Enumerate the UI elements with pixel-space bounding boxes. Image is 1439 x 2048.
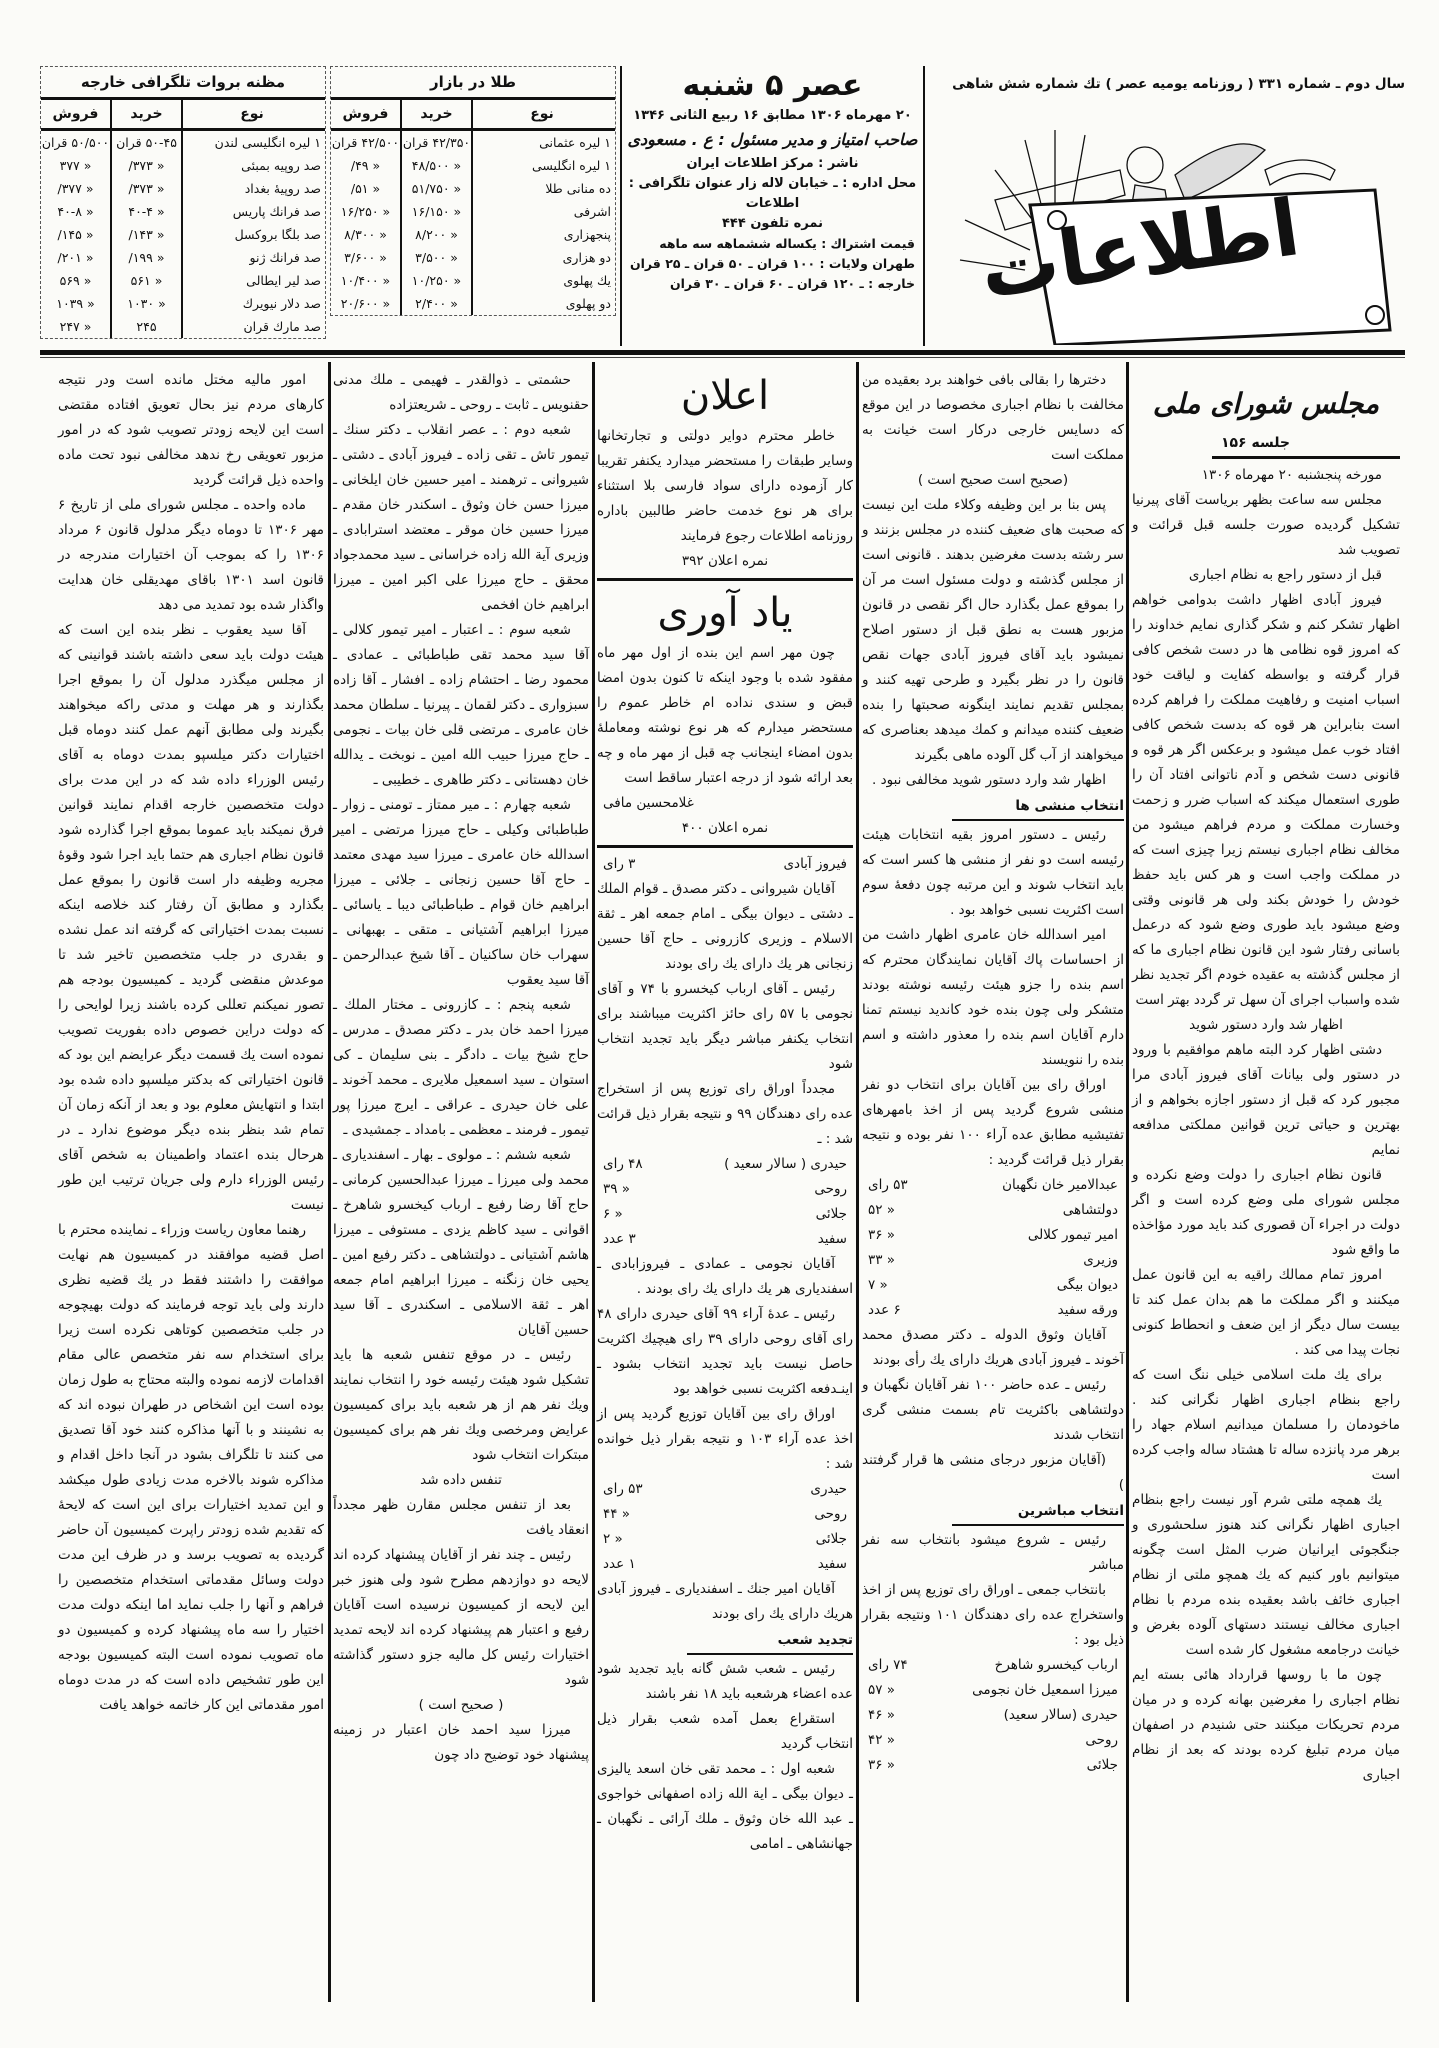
vote-count: « ۷ — [868, 1277, 888, 1293]
vote-row — [862, 1678, 1124, 1703]
price-cell: « ۵۶۱ — [112, 269, 183, 292]
paragraph: قبل از دستور راجع به نظام اجباری — [1188, 567, 1382, 583]
table-row — [41, 131, 325, 154]
price-cell: ۴۲/۵۰۰ قران — [331, 131, 402, 154]
vote-count: « ۳۹ — [603, 1181, 631, 1197]
vote-name: میرزا اسمعیل خان نجومی — [972, 1682, 1118, 1698]
vote-row — [597, 1527, 853, 1552]
paragraph: امروز تمام ممالك راقیه به این قانون عمل میکنند و اگر مملکت ما هم بدان عمل کند تا بیست سال دیگر از این ضعف و انحطاط کنونی نجات پیدا می کند . — [1132, 1267, 1400, 1358]
currency-cell: دو هزاری — [562, 250, 611, 265]
paragraph: بعد از تنفس مجلس مقارن ظهر مجدداً انعقاد یافت — [333, 1497, 589, 1538]
column-header: نوع — [240, 106, 264, 122]
vote-name: روحی — [814, 1506, 847, 1522]
vote-count: ۴۸ رای — [603, 1156, 643, 1172]
table-row — [41, 246, 325, 269]
paragraph: حشمتی ـ ذوالقدر ـ فهیمی ـ ملك مدنی حقنویس ـ ثابت ـ روحی ـ شریعتزاده — [333, 372, 589, 413]
price-cell: « ۴۹/ — [331, 154, 402, 177]
vote-name: جلائی — [815, 1206, 847, 1222]
price-cell: « ۸/۲۰۰ — [402, 223, 473, 246]
paragraph: اوراق رای بین آقایان توزیع گردید پس از اخذ عده آراء ۱۰۳ و نتیجه بقرار ذیل خوانده شد : — [597, 1406, 854, 1472]
vote-row — [862, 1173, 1124, 1198]
paragraph: شعبه دوم : ـ عصر انقلاب ـ دکتر سنك ـ تیمور تاش ـ تقی زاده ـ فیروز آبادی ـ دشتی ـ شیروانی ـ ترهمند ـ امیر حسین خان ایلخانی ـ میرزا حسن خان وثوق ـ اسکندر خان مقدم ـ میرزا حسین خان موقر ـ معتضد استرابادی ـ وزیری آیة الله زاده خراسانی ـ سید محمدجواد محقق ـ حاج میرزا علی اکبر امین ـ میرزا ابراهیم خان افخمی — [333, 422, 589, 613]
paragraph: آقایان امیر جنك ـ اسفندیاری ـ فیروز آبادی هریك دارای یك رای بودند — [597, 1581, 853, 1622]
vote-name: وزیری — [1083, 1252, 1118, 1268]
paragraph: (آقایان مزبور درجای منشی ها قرار گرفتند ) — [862, 1452, 1124, 1493]
table-row — [331, 246, 615, 269]
price-cell: « ۱۰۳۰ — [112, 292, 183, 315]
header-rule — [40, 350, 1405, 355]
price-cell: « ۵۱/۷۵۰ — [402, 177, 473, 200]
table-row — [41, 292, 325, 315]
paragraph: ماده واحده ـ مجلس شورای ملی از تاریخ ۶ مهر ۱۳۰۶ تا دوماه دیگر مدلول قانون ۶ مرداد ۱۳۰۶ را که بموجب آن اختیارات مندرجه در قانون اسد ۱۳۰۱ باقای مهدیقلی خان هدایت واگذار شده بود تمدید می دهد — [58, 497, 325, 613]
vote-name: فیروز آبادی — [783, 856, 847, 872]
vote-count: « ۵۷ — [868, 1682, 896, 1698]
column-divider — [328, 362, 331, 2002]
phone-line: نمره تلفون ۴۴۴ — [721, 216, 823, 231]
price-cell: ۵۰-۴۵ قران — [112, 131, 183, 154]
vote-name: روحی — [814, 1181, 847, 1197]
vote-row — [597, 1552, 853, 1577]
publisher-line: ناشر : مرکز اطلاعات ایران — [686, 156, 859, 171]
price-cell: « ۲۰۱/ — [41, 246, 112, 269]
vote-count: « ۳۳ — [868, 1252, 896, 1268]
paragraph: قانون نظام اجباری را دولت وضع نکرده و مجلس شورای ملی وضع کرده است و اگر دولت در اجراء آن قصوری کند باید مورد مؤاخذه ما واقع شود — [1132, 1167, 1400, 1258]
table-row — [331, 154, 615, 177]
paragraph: خاطر محترم دوایر دولتی و تجارتخانها وسایر طبقات را مستحضر میدارد یکنفر تقریبا کار آزموده دارای سواد فارسی بلا استثناء برای هر نوع خدمت حاضر طالبین باداره روزنامه اطلاعات رجوع فرمایند — [597, 428, 853, 544]
table-row — [41, 223, 325, 246]
vote-name: حیدری (سالار سعید) — [1003, 1707, 1118, 1723]
price-cell: « ۲/۴۰۰ — [402, 292, 473, 315]
paragraph: دخترها را بقالی بافی خواهند برد بعقیده من مخالفت با نظام اجباری مخصوصا در این موقع که دسایس خارجی درکار است خیانت به مملکت است — [862, 372, 1124, 463]
paragraph: نمره اعلان ۳۹۲ — [681, 553, 769, 569]
paragraph: آقایان نجومی ـ عمادی ـ فیروزابادی ـ اسفندیاری هر یك دارای یك رای بودند . — [597, 1256, 853, 1297]
currency-cell: صد دلار نیویرك — [242, 296, 321, 311]
paragraph: شعبه پنجم : ـ کازرونی ـ مختار الملك ـ میرزا احمد خان بدر ـ دکتر مصدق ـ مدرس ـ حاج شیخ بیات ـ دادگر ـ بنی سلیمان ـ کی استوان ـ سید اسمعیل ملایری ـ محمد آخوند ـ علی خان حیدری ـ عراقی ـ ایرج میرزا پور تیمور ـ فرمند ـ معظمی ـ بامداد ـ جمشیدی ـ — [333, 997, 589, 1138]
paragraph: مجلس سه ساعت بظهر بریاست آقای پیرنیا تشکیل گردیده صورت جلسه قبل قرائت و تصویب شد — [1132, 492, 1400, 558]
vote-row — [862, 1728, 1124, 1753]
table-row — [41, 269, 325, 292]
vote-count: « ۲ — [603, 1531, 623, 1547]
price-cell: « ۳۷۳/ — [112, 177, 183, 200]
paragraph: اظهار شد وارد دستور شوید مخالفی نبود . — [872, 772, 1106, 788]
section-title: اعلان — [680, 373, 770, 419]
column-divider — [856, 362, 859, 2002]
currency-cell: ده منانی طلا — [545, 181, 611, 196]
table-title: طلا در بازار — [331, 67, 615, 100]
paragraph: رئیس ـ عدهٔ آراء ۹۹ آقای حیدری دارای ۴۸ رای آقای روحی دارای ۳۹ رای هیچیك اکثریت حاصل نیست باید تجدید انتخاب بشود ـ اینـدفعه اکثریت نسبی خواهد بود — [597, 1306, 853, 1397]
paragraph: امور مالیه مختل مانده است ودر نتیجه کارهای مردم نیز بحال تعویق افتاده مقتضی است این لایحه زودتر تصویب شود که در امور مزبور تعویقی رخ ندهد مخالفی نبود تحت ماده واحده ذیل قرائت گردید — [58, 372, 324, 488]
vote-name: امیر تیمور کلالی — [1027, 1227, 1118, 1243]
column-3-ads — [597, 368, 853, 1857]
table-row — [41, 315, 325, 338]
paragraph: بانتخاب جمعی ـ اوراق رای توزیع پس از اخذ واستخراج عده رای دهندگان ۱۰۱ ونتیجه بقرار ذیل بود : — [862, 1582, 1125, 1648]
vote-count: « ۴۴ — [603, 1506, 631, 1522]
vote-row — [862, 1248, 1124, 1273]
table-row — [41, 200, 325, 223]
vote-count: « ۴۶ — [868, 1707, 896, 1723]
column-divider — [592, 362, 595, 2002]
table-row — [331, 177, 615, 200]
vote-name: حیدری ( سالار سعید ) — [724, 1156, 847, 1172]
currency-cell: دو پهلوی — [565, 296, 611, 311]
masthead-logo — [935, 110, 1405, 345]
currency-cell: صد بلگا بروکسل — [234, 227, 321, 242]
issue-info — [620, 66, 925, 346]
table-title: مظنه بروات تلگرافی خارجه — [41, 67, 325, 100]
paragraph: شعبه ششم : ـ مولوی ـ بهار ـ اسفندیاری ـ محمد ولی میرزا ـ میرزا عبدالحسین کرمانی ـ حاج آقا رضا رفیع ـ ارباب کیخسرو شاهرخ ـ اقوانی ـ سید کاظم یزدی ـ مستوفی ـ میرزا هاشم آشتیانی ـ دولتشاهی ـ دکتر رفیع امین ـ یحیی خان زنگنه ـ میرزا ابراهیم امام جمعه اهر ـ ثقة الاسلامی ـ اسکندری ـ آقا سید حسین آقایان — [333, 1147, 589, 1338]
price-cell: « ۴۰-۸ — [41, 200, 112, 223]
price-cell: « ۵۶۹ — [41, 269, 112, 292]
price-cell: ۵۰/۵۰۰ قران — [41, 131, 112, 154]
vote-row — [597, 1502, 853, 1527]
paragraph: رئیس ـ شعب شش گانه باید تجدید شود عده اعضاء هرشعبه باید ۱۸ نفر باشند — [597, 1661, 853, 1702]
column-4 — [333, 368, 589, 1768]
price-cell: « ۱۴۳/ — [112, 223, 183, 246]
paragraph: ( صحیح است ) — [418, 1697, 504, 1713]
vote-name: حیدری — [810, 1481, 847, 1497]
vote-name: دیوان بیگی — [1056, 1277, 1118, 1293]
issue-date: ۲۰ مهرماه ۱۳۰۶ مطابق ۱۶ ربیع الثانی ۱۳۴۶ — [633, 108, 912, 123]
subscription-tehran: طهران ولایات : ۱۰۰ قران ـ ۵۰ قران ـ ۲۵ قران — [629, 256, 915, 271]
table-row — [331, 131, 615, 154]
paragraph: امیر اسدالله خان عامری اظهار داشت من از احساسات پاك آقایان نمایندگان محترم که اسم بنده را جزو هیئت رئیسه نوشته بودند متشکر ولی چون بنده خود کاندید نیستم تمنا دارم آقایان اسم بنده را معذور داشته و اسم بنده را ننویسند — [862, 927, 1124, 1068]
vote-row — [862, 1298, 1124, 1323]
currency-cell: ۱ لیره انگلیسی — [531, 158, 611, 173]
paragraph: میرزا سید احمد خان اعتبار در زمینه پیشنهاد خود توضیح داد چون — [333, 1722, 589, 1763]
vote-name: ورقه سفید — [1057, 1302, 1118, 1318]
column-majlis-report — [1132, 368, 1400, 1788]
gold-price-table — [330, 66, 616, 316]
subsection-heading: انتخاب منشی ها — [952, 793, 1124, 821]
vote-count: ۵۳ رای — [868, 1177, 908, 1193]
paragraph: مورخه پنجشنبه ۲۰ مهرماه ۱۳۰۶ — [1201, 467, 1382, 483]
vote-row — [597, 791, 853, 816]
paragraph: برای یك ملت اسلامی خیلی ننگ است که راجع بنظام اجباری اظهار نگرانی کند . ماخودمان را مسلمان میدانیم اسلام جهاد را برهر مرد پانزده ساله تا هشتاد ساله واجب کرده است — [1132, 1367, 1400, 1483]
section-title: یاد آوری — [657, 590, 793, 636]
vote-count: « ۳۶ — [868, 1227, 896, 1243]
vote-count: « ۳۶ — [868, 1757, 896, 1773]
vote-name: جلائی — [815, 1531, 847, 1547]
owner-line: صاحب امتیاز و مدیر مسئول : ع . مسعودی — [627, 130, 918, 149]
table-row — [331, 223, 615, 246]
table-header-row — [41, 100, 325, 131]
vote-count: ۱ عدد — [603, 1556, 636, 1572]
session-number: جلسه ۱۵۶ — [1212, 430, 1400, 459]
column-header: نوع — [530, 106, 554, 122]
price-cell: « ۵۱/ — [331, 177, 402, 200]
column-header: فروش — [41, 100, 112, 128]
price-cell: « ۱۰۳۹ — [41, 292, 112, 315]
paragraph: چون مهر اسم این بنده از اول مهر ماه مفقود شده با وجود اینکه تا کنون بدون امضا قبض و سندی نداده ام خاطر عموم را مستحضر میدارم که هر نوع نوشته ومعاملهٔ بدون امضاء اینجانب چه قبل از مهر ماه و چه بعد ارائه شود از درجه اعتبار ساقط است — [597, 645, 853, 786]
vote-row — [862, 1273, 1124, 1298]
vote-row — [597, 1177, 853, 1202]
vote-count: « ۶ — [603, 1206, 623, 1222]
vote-name: سفید — [817, 1231, 847, 1247]
currency-cell: ۱ لیره عثمانی — [539, 135, 611, 150]
paragraph: شعبه سوم : ـ اعتبار ـ امیر تیمور کلالی ـ آقا سید محمد تقی طباطبائی ـ عمادی ـ محمود رضا ـ احتشام زاده ـ افشار ـ آقا زاده سبزواری ـ دکتر لقمان ـ پیرنیا ـ سلطان محمد خان عامری ـ مرتضی قلی خان بیات ـ نجومی ـ حاج میرزا حبیب الله امین ـ نوبخت ـ یدالله خان دهستانی ـ دکتر طاهری ـ خطیبی ـ — [333, 622, 589, 788]
vote-name: ارباب کیخسرو شاهرخ — [994, 1657, 1118, 1673]
currency-cell: صد روپیهٔ بغداد — [244, 181, 321, 196]
paragraph: رئیس ـ شروع میشود بانتخاب سه نفر مباشر — [862, 1532, 1124, 1573]
price-cell: « ۱۰/۴۰۰ — [331, 269, 402, 292]
price-cell: « ۳۷۷ — [41, 154, 112, 177]
vote-name: روحی — [1085, 1732, 1118, 1748]
vote-row — [862, 1223, 1124, 1248]
office-line: محل اداره : ـ خیابان لاله زار عنوان تلگرافی : اطلاعات — [628, 176, 917, 211]
vote-row — [862, 1753, 1124, 1778]
vote-row — [862, 1703, 1124, 1728]
paragraph: رئیس ـ در موقع تنفس شعبه ها باید تشکیل شود هیئت رئیسه خود را انتخاب نمایند ویك نفر هم از هر شعبه باید برای کمیسیون عرایض ومرخصی ویك نفر هم برای کمیسیون مبتکرات انتخاب شود — [333, 1347, 589, 1463]
vote-count: غلامحسین مافی — [603, 795, 694, 811]
paragraph: رئیس ـ عده حاضر ۱۰۰ نفر آقایان نگهبان و دولتشاهی باکثریت تام بسمت منشی گری انتخاب شدند — [862, 1377, 1124, 1443]
currency-cell: صد فرانك پاریس — [232, 204, 321, 219]
price-cell: « ۸/۳۰۰ — [331, 223, 402, 246]
vote-row — [597, 852, 853, 877]
paragraph: رئیس ـ دستور امروز بقیه انتخابات هیئت رئیسه است دو نفر از منشی ها کسر است که باید انتخاب شوند و این مرتبه چون دفعهٔ سوم است اکثریت نسبی خواهد بود . — [862, 827, 1124, 918]
price-cell: « ۴۸/۵۰۰ — [402, 154, 473, 177]
currency-cell: صد فرانك ژنو — [249, 250, 321, 265]
paragraph: شعبه اول : ـ محمد تقی خان اسعد یالیزی ـ دیوان بیگی ـ ایة الله زاده اصفهانی خواجوی ـ عبد الله خان وثوق ـ ملك آرائی ـ نگهبان ـ جهانشاهی ـ امامی — [597, 1761, 853, 1852]
price-cell: « ۱۴۵/ — [41, 223, 112, 246]
vote-row — [597, 1152, 853, 1177]
column-header: فروش — [331, 100, 402, 128]
section-title: مجلس شورای ملی — [1152, 387, 1380, 420]
price-cell: « ۱۹۹/ — [112, 246, 183, 269]
paragraph: استقراع بعمل آمده شعب بقرار ذیل انتخاب گردید — [597, 1711, 853, 1752]
currency-cell: اشرفی — [573, 204, 611, 219]
price-cell: « ۲۴۷ — [41, 315, 112, 338]
price-cell: « ۴۰-۴ — [112, 200, 183, 223]
currency-cell: صد لیر ایطالی — [246, 273, 321, 288]
vote-count: ۵۳ رای — [603, 1481, 643, 1497]
issue-day: عصر ۵ شنبه — [682, 68, 863, 103]
currency-cell: صد روپیه بمبئی — [241, 158, 321, 173]
divider — [597, 578, 853, 581]
vote-count: « ۵۲ — [868, 1202, 896, 1218]
paragraph: آقا سید یعقوب ـ نظر بنده این است که هیئت دولت باید سعی داشته باشند قوانینی که از مجلس میگذرد مدلول آن را بموقع اجرا بگذارند و هر مهلت و مدتی راکه میخواهند بگیرند ولی مطابق آنهم عمل کنند دوماه قبل اختیارات دکتر میلسپو بمدت دوماه به آقای رئیس الوزراء داده شد که در این مدت برای دولت متخصصین خارجه اقدام نمایند قوانین فرق نمیکند باید عموما بموقع اجرا گذارده شود قانون نظام اجباری هم حتما باید اجرا شود وقوهٔ مجریه وظیفه دار است قانون را بموقع عمل بگذارد و مطابق آن رفتار کند خلاصه اینکه نسبت بمدت اختیاراتی که گرفته اند عمل نشده و بقدری در جلب متخصصین تاخیر شد تا موعدش منقضی گردید ـ کمیسیون بودجه هم تصور نمیکنم تعللی کرده باشند زیرا لوایحی را که دولت دراین خصوص داده بفوریت تصویب نموده است یك قسمت دیگر عرایضم این بود که قانون اختیاراتی که بدکتر میلسپو داده شده بود ابتدا و انتهایش معلوم بود و بعد از آنکه زمان آن تمام شد بنظر بنده دیگر موضوع ندارد ـ در هرحال بنده اعتماد واطمینان به شخص آقای رئیس الوزراء دارم ولی جریان ترتیب این طور نیست — [58, 622, 324, 1213]
column-divider — [1126, 362, 1129, 2002]
table-header-row — [331, 100, 615, 131]
price-cell: « ۳۷۳/ — [112, 154, 183, 177]
price-cell: « ۲۰/۶۰۰ — [331, 292, 402, 315]
price-cell: « ۳/۵۰۰ — [402, 246, 473, 269]
vote-row — [597, 1227, 853, 1252]
table-row — [331, 292, 615, 315]
divider — [597, 845, 853, 848]
paragraph: یك همچه ملتی شرم آور نیست راجع بنظام اجباری اظهار نگرانی کند هنوز سلحشوری و جنگجوئی ایرانیان ضرب المثل است چگونه میتوانیم باور کنیم که یك همچو ملتی از نظام اجباری خائف باشد بعقیده بنده مردم با نظام اجباری مخالف نیستند دستهای آلوده بغرض و خیانت درجامعه مشغول کار شده است — [1132, 1492, 1400, 1658]
paragraph: فیروز آبادی اظهار داشت بدوامی خواهم اظهار تشکر کنم و شکر گذاری نمایم خداوند را که امروز قوه نظامی ها در دست شخص کافی قرار گرفته و بواسطه کفایت و لیاقت خود اسباب امنیت و رفاهیت مملکت را فراهم کرده است بنابراین هر قوه که بدست شخص کافی افتاد خوب عمل میشود و برعکس اگر هر قوه و قانونی دست شخص و آدم ناتوانی افتاد آن را طوری استعمال میکند که اسباب ضرر و زحمت وخسارت مملکت و مردم فراهم میشود من مخالف نظام اجباری نیستم زیرا چیزی است که در مملکت واجب است و هر کس باید حفظ خودش را خودش بکند ولی هر قانونی وقتی وضع میشود باید طوری وضع شود که درعمل باسانی رفتار شود این قانون نظام اجباری ما که از مجلس گذشته به عقیده خودم اگر تجدید نظر شده واسباب اجرای آن سهل تر گردد بهتر است — [1132, 592, 1400, 1008]
column-5 — [58, 368, 324, 1718]
price-cell: ۲۴۵ — [112, 315, 183, 338]
exchange-rate-table — [40, 66, 326, 339]
vote-row — [862, 1653, 1124, 1678]
paragraph: آقایان شیروانی ـ دکتر مصدق ـ قوام الملك ـ دشتی ـ دیوان بیگی ـ امام جمعه اهر ـ ثقة الاسلام ـ وزیری کازرونی ـ حاج آقا حسین زنجانی هر یك دارای یك رای بودند — [597, 881, 853, 972]
subsection-heading: تجدید شعب — [687, 1627, 853, 1655]
column-2 — [862, 368, 1124, 1778]
table-row — [41, 154, 325, 177]
paragraph: مجدداً اوراق رای توزیع پس از استخراج عده رای دهندگان ۹۹ و نتیجه بقرار ذیل قرائت شد : ـ — [597, 1081, 854, 1147]
column-header: خرید — [112, 100, 183, 128]
paragraph: پس بنا بر این وظیفه وکلاء ملت این نیست که صحبت های ضعیف کننده در مجلس بزنند و سر رشته بدست مغرضین بدهند . قانونی است از مجلس گذشته و دولت مسئول است مر آن را بموقع عمل بگذارد حال اگر نقصی در قانون مزبور هست به نطق قبل از دستور اصلاح نمیشود باید آقای فیروز آبادی جهات نقص قانون را در نظر بگیرد و طرحی تهیه کنند و بمجلس تقدیم نمایند اینگونه صحبتها را بنده ضعیف کننده میدانم و کمك میدهد بعناصری که میخواهند از آب گل آلوده ماهی بگیرند — [862, 497, 1124, 763]
paragraph: دشتی اظهار کرد البته ماهم موافقیم با ورود در دستور ولی بیانات آقای فیروز آبادی مرا مجبور کرد که قبل از دستور اجازه بخواهم و از بهترین و حیاتی ترین قوانین مملکتی مدافعه نمایم — [1132, 1042, 1400, 1158]
vote-name: جلائی — [1086, 1757, 1118, 1773]
paragraph: چون ما با روسها قرارداد هائی بسته ایم نظام اجباری را مغرضین بهانه کرده و در میان مردم تحریکات میکنند حتی شنیدم در اصفهان میان مردم تبلیغ کرده بودند که بعد از نظام اجباری — [1132, 1667, 1400, 1783]
paragraph: اظهار شد وارد دستور شوید — [1189, 1017, 1343, 1033]
paragraph: نمره اعلان ۴۰۰ — [681, 820, 769, 836]
vote-name: عبدالامیر خان نگهبان — [1002, 1177, 1118, 1193]
issue-line: سال دوم ـ شماره ۳۳۱ ( روزنامه یومیه عصر ) تك شماره شش شاهی — [952, 76, 1405, 92]
paragraph: آقایان وثوق الدوله ـ دکتر مصدق محمد آخوند ـ فیروز آبادی هریك دارای یك رأی بودند — [862, 1327, 1124, 1368]
table-row — [331, 200, 615, 223]
paragraph: تنفس داده شد — [420, 1472, 502, 1488]
currency-cell: صد مارك قران — [243, 319, 321, 334]
paragraph: شعبه چهارم : ـ میر ممتاز ـ تومنی ـ زوار ـ طباطبائی وکیلی ـ حاج میرزا مرتضی ـ امیر اسدالله خان عامری ـ میرزا سید مهدی معتمد ـ حاج آقا حسین زنجانی ـ جلائی ـ میرزا ابراهیم خان قوام ـ طباطبائی دیبا ـ یاسائی ـ میرزا ابراهیم آشتیانی ـ متقی ـ بهبهانی ـ سهراب خان ساکنیان ـ آقا شیخ عبدالرحمن ـ آقا سید یعقوب — [333, 797, 589, 988]
subscription-abroad: خارجه : ـ ۱۲۰ قران ـ ۶۰ قران ـ ۳۰ قران — [669, 276, 915, 291]
price-cell: « ۱۰/۲۵۰ — [402, 269, 473, 292]
price-cell: « ۳/۶۰۰ — [331, 246, 402, 269]
table-row — [331, 269, 615, 292]
vote-count: ۶ عدد — [868, 1302, 901, 1318]
price-cell: « ۱۶/۱۵۰ — [402, 200, 473, 223]
price-cell: ۴۲/۳۵۰ قران — [402, 131, 473, 154]
vote-row — [597, 1477, 853, 1502]
currency-cell: پنجهزاری — [563, 227, 611, 242]
vote-row — [597, 1202, 853, 1227]
paragraph: رهنما معاون ریاست وزراء ـ نماینده محترم با اصل قضیه موافقند در کمیسیون هم نهایت موافقت را داشتند فقط در یك قضیه نظری دارند ولی باید توجه فرمایند که دولت بهیچوجه در جلب متخصصین کوتاهی نکرده است زیرا برای استخدام سه نفر متخصص عالی مقام اقدامات لازمه نموده والبته محتاج به طول زمان بوده است این اشخاص در طهران نبوده اند که به نشینند و با آنها مذاکره کنند خود آقا تصدیق می کنند تا تلگراف بشود در آنجا داخل اقدام و مذاکره شوند بالاخره مدت زیادی طول میکشد و این تمدید اختیارات برای این است که لایحهٔ که تقدیم شده زودتر راپرت کمیسیون آن حاضر گردیده به تصویب برسد و در ظرف این مدت دولت وسائل مقدماتی استخدام متخصصین را فراهم و آنها را جلب نماید اما اینکه دولت مدت اختیار را سه ماه پیشنهاد کرده و کمیسیون دو ماه تصویب نموده است البته کمیسیون بودجه این طور تشخیص داده است که در مدت دوماه امور مقدماتی این کار خاتمه خواهد یافت — [58, 1222, 324, 1713]
paragraph: رئیس ـ آقای ارباب کیخسرو با ۷۴ و آقای نجومی با ۵۷ رای حائز اکثریت میباشند برای انتخاب یکنفر مباشر دیگر باید تجدید انتخاب شود — [597, 981, 853, 1072]
vote-name: سفید — [817, 1556, 847, 1572]
vote-row — [862, 1198, 1124, 1223]
price-cell: « ۱۶/۲۵۰ — [331, 200, 402, 223]
vote-count: ۳ عدد — [603, 1231, 636, 1247]
vote-name: دولتشاهی — [1062, 1202, 1118, 1218]
paragraph: (صحیح است صحیح است ) — [917, 472, 1069, 488]
currency-cell: یك پهلوی — [563, 273, 611, 288]
header-rule-thin — [40, 357, 1405, 358]
paragraph: رئیس ـ چند نفر از آقایان پیشنهاد کرده اند لایحه دو دوازدهم مطرح شود ولی هنوز خبر این لایحه از کمیسیون نرسیده است آقایان رفیع و اعتبار هم پیشنهاد کرده اند لایحه تمدید اختیارات رئیس کل مالیه جزو دستور گذاشته شود — [333, 1547, 589, 1688]
column-header: خرید — [402, 100, 473, 128]
vote-count: « ۴۲ — [868, 1732, 896, 1748]
vote-count: ۳ رای — [603, 856, 636, 872]
subsection-heading: انتخاب مباشرین — [952, 1498, 1124, 1526]
subscription-header: قیمت اشتراك : یکساله ششماهه سه ماهه — [659, 236, 915, 251]
currency-cell: ۱ لیره انگلیسی لندن — [214, 135, 321, 150]
paragraph: اوراق رای بین آقایان برای انتخاب دو نفر منشی شروع گردید پس از اخذ بامهرهای تفتیشیه مطابق عده آراء ۱۰۰ نفر بوده و نتیجه بقرار ذیل قرائت گردید : — [862, 1077, 1124, 1168]
table-row — [41, 177, 325, 200]
price-cell: « ۳۷۷/ — [41, 177, 112, 200]
masthead-title: اطلاعات — [975, 183, 1305, 317]
vote-count: ۷۴ رای — [868, 1657, 908, 1673]
